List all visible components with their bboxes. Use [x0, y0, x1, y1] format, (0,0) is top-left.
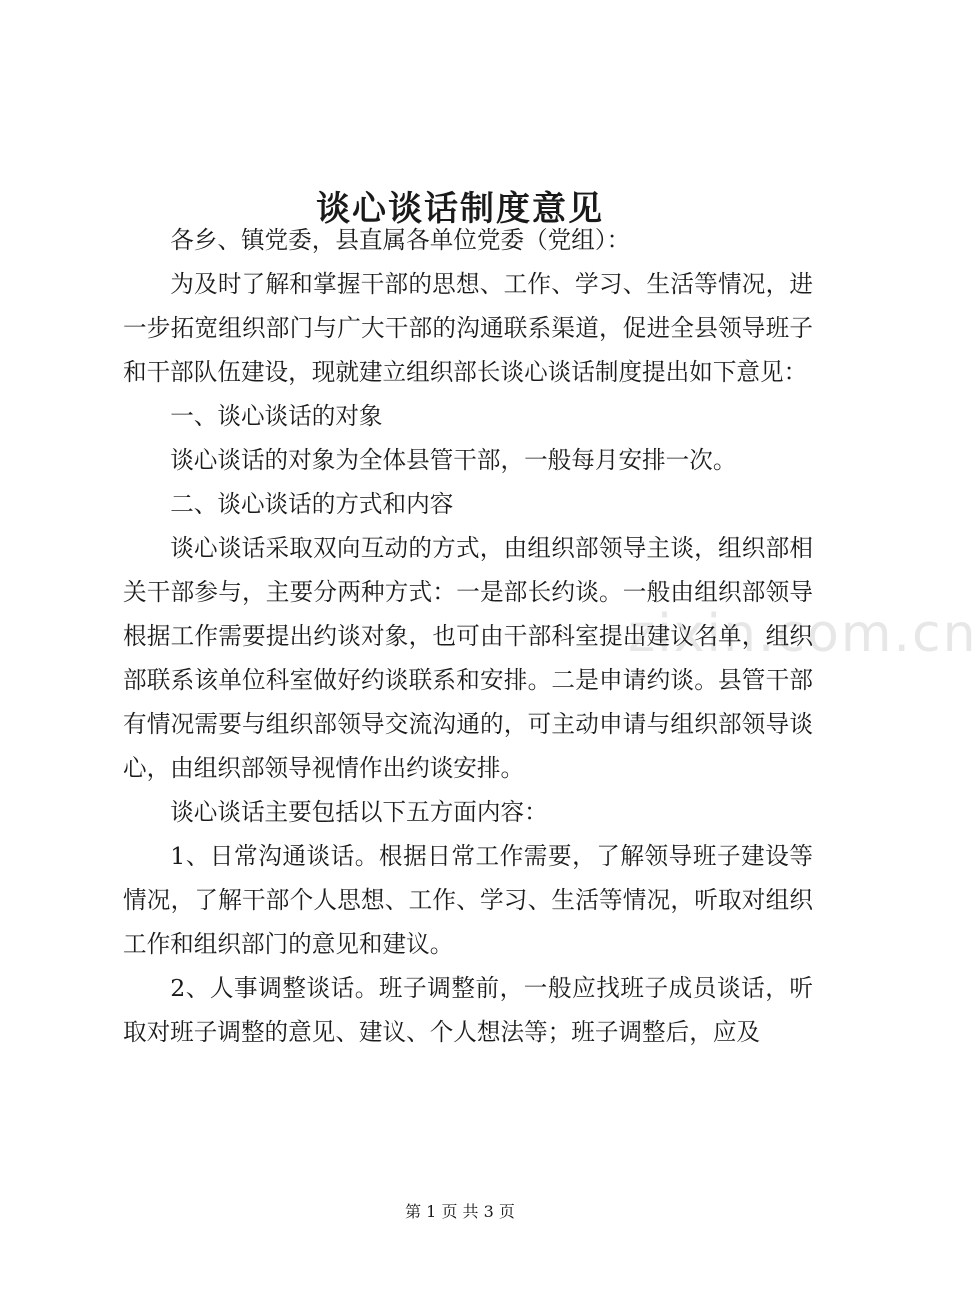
- list-item-2: 2、人事调整谈话。班子调整前，一般应找班子成员谈话，听取对班子调整的意见、建议、个人想法等；班子调整后，应及: [123, 974, 813, 1046]
- body-paragraph: 谈心谈话主要包括以下五方面内容：: [170, 798, 548, 826]
- watermark: zixin.com.cn: [628, 604, 978, 664]
- body-paragraph: 谈心谈话采取双向互动的方式，由组织部领导主谈，组织部相关干部参与，主要分两种方式：一是部长约谈。一般由组织部领导根据工作需要提出约谈对象，也可由干部科室提出建议名单，组织部联系该单位科室做好约谈联系和安排。二是申请约谈。县管干部有情况需要与组织部领导交流沟通的，可主动申请与组织部领导谈心，由组织部领导视情作出约谈安排。: [123, 534, 813, 782]
- page-footer: 第 1 页 共 3 页: [405, 1202, 515, 1221]
- intro-paragraph: 为及时了解和掌握干部的思想、工作、学习、生活等情况，进一步拓宽组织部门与广大干部的沟通联系渠道，促进全县领导班子和干部队伍建设，现就建立组织部长谈心谈话制度提出如下意见：: [123, 270, 813, 386]
- body-paragraph: 谈心谈话的对象为全体县管干部，一般每月安排一次。: [170, 446, 737, 474]
- document-body: [123, 218, 813, 1054]
- document-title: 谈心谈话制度意见: [316, 188, 604, 229]
- salutation: 各乡、镇党委，县直属各单位党委（党组）：: [170, 226, 631, 254]
- list-item-1: 1、日常沟通谈话。根据日常工作需要，了解领导班子建设等情况，了解干部个人思想、工作、学习、生活等情况，听取对组织工作和组织部门的意见和建议。: [123, 842, 813, 958]
- section-heading-2: 二、谈心谈话的方式和内容: [170, 490, 454, 518]
- section-heading-1: 一、谈心谈话的对象: [170, 402, 383, 430]
